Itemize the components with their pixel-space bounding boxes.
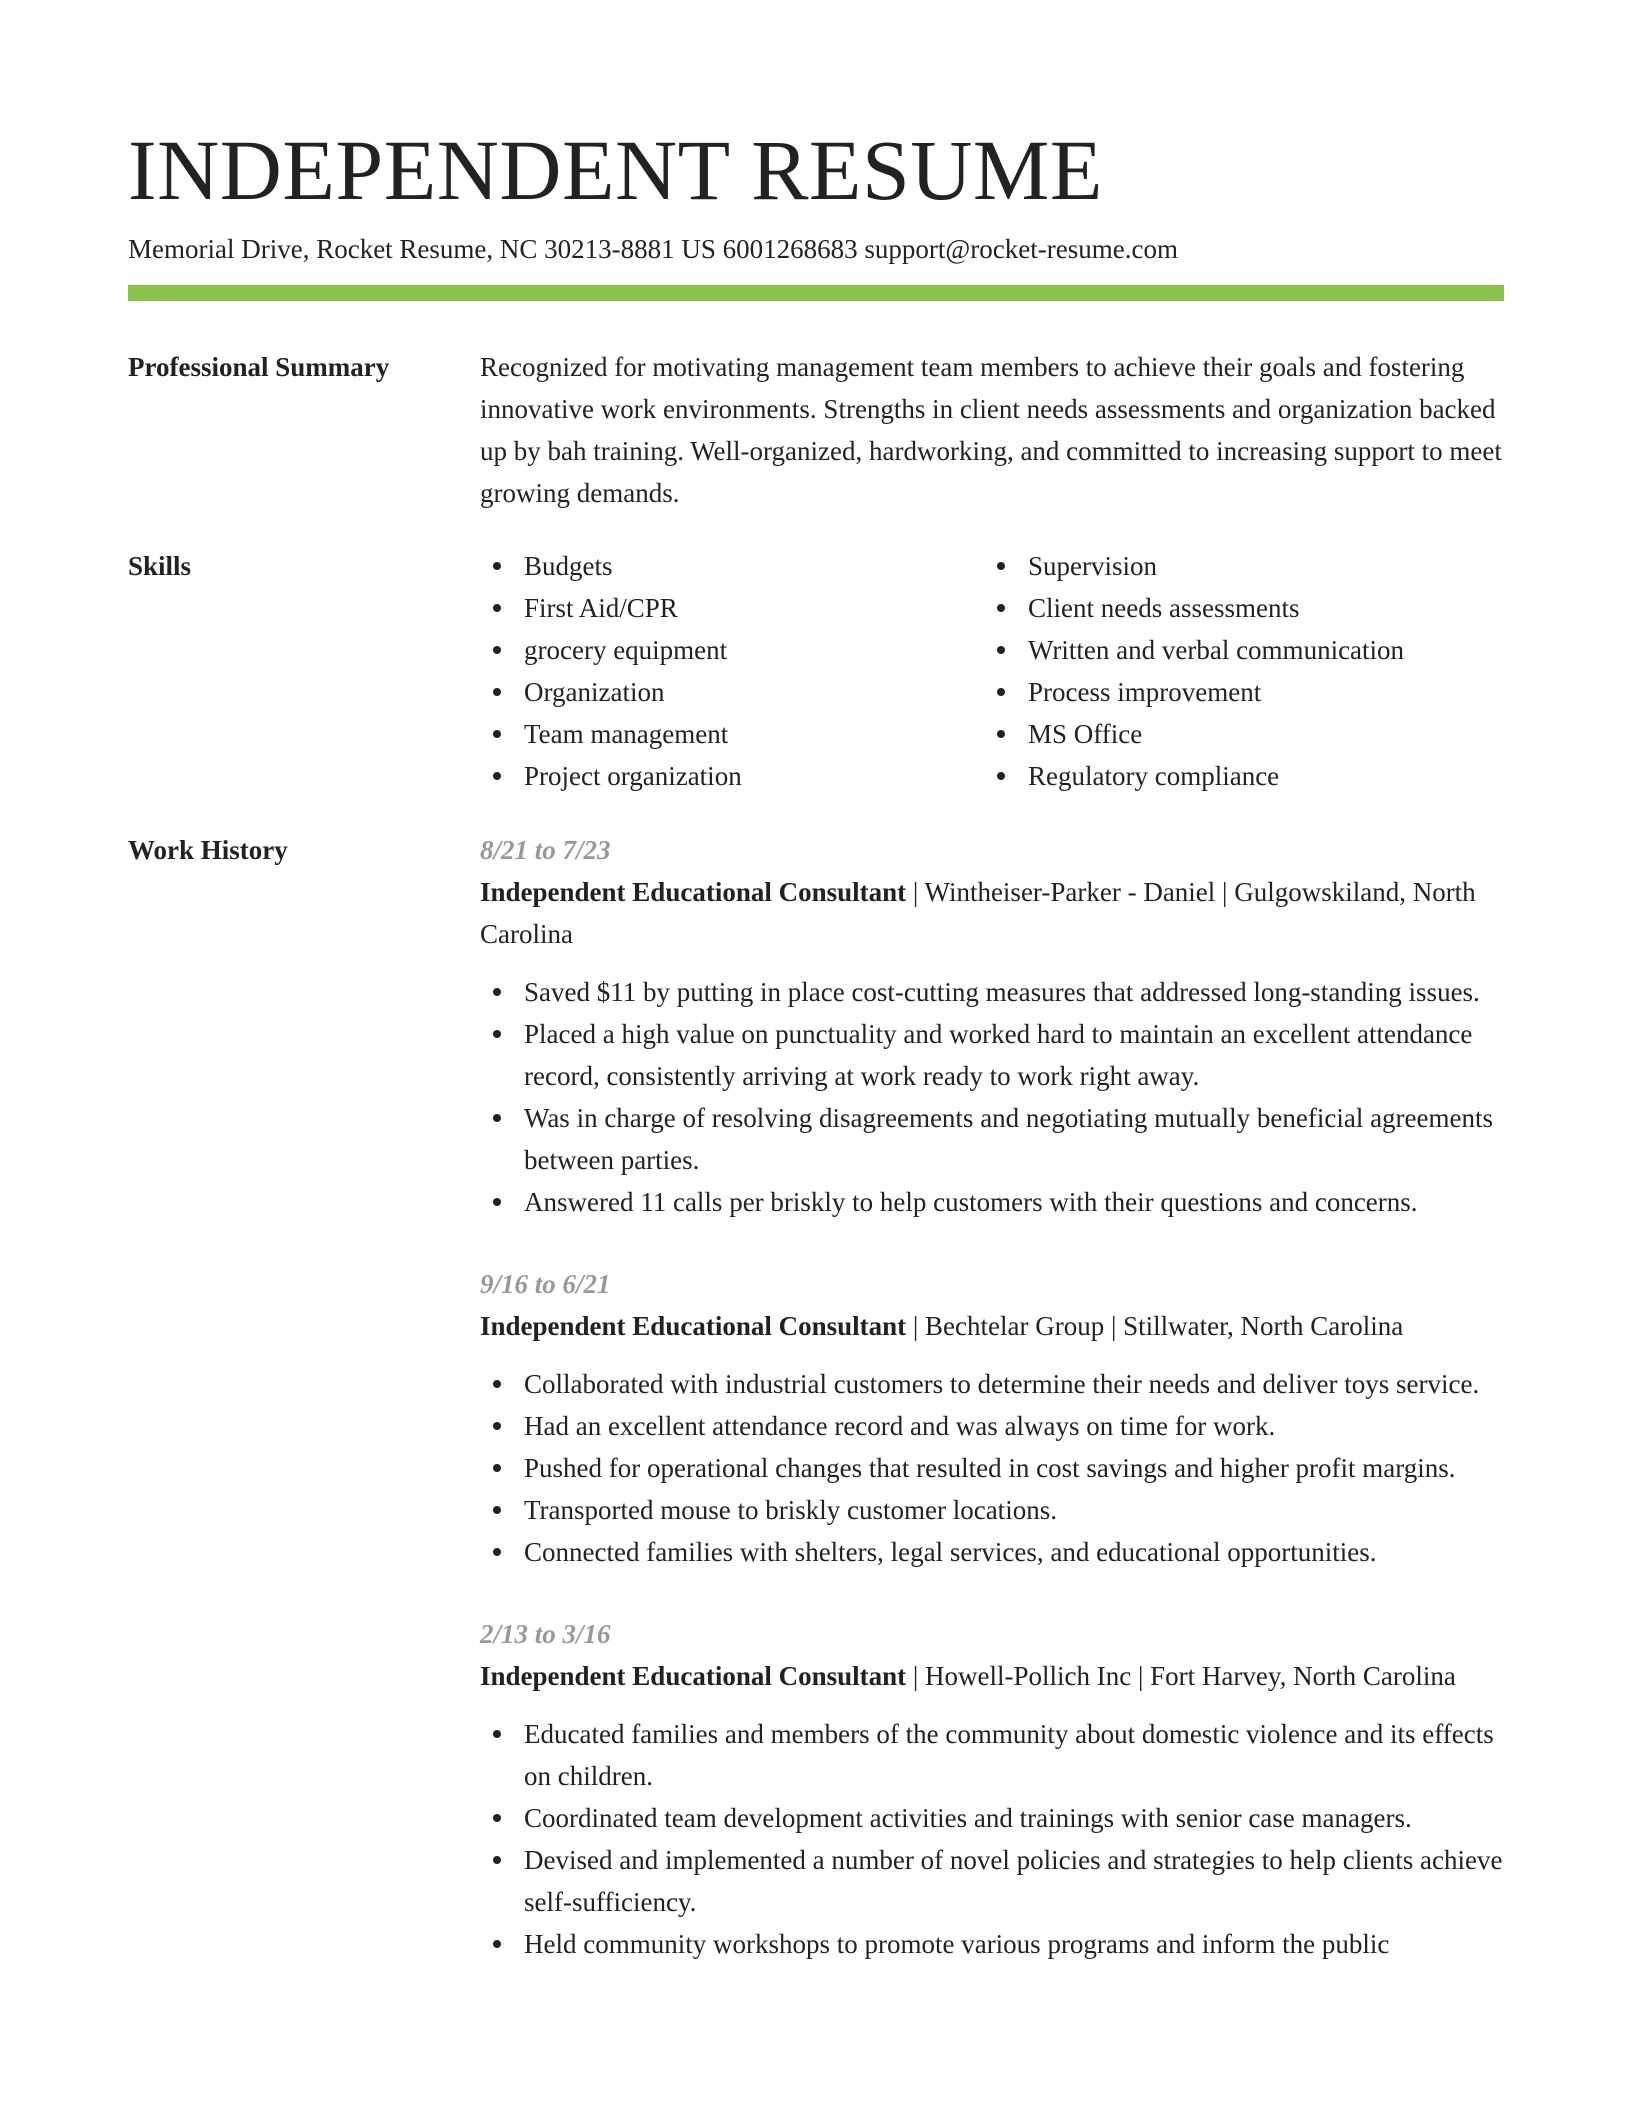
summary-text: Recognized for motivating management team members to achieve their goals and fostering innovative work environments. Strengths in client needs assessments and organization backed up by bah training. Well-organized, hardworking, and committed to increasing support to meet growing demands. <box>480 352 1502 508</box>
job-bullet: Coordinated team development activities and trainings with senior case managers. <box>480 1797 1504 1839</box>
skill-item: grocery equipment <box>480 629 984 671</box>
skill-item: Budgets <box>480 545 984 587</box>
skill-item: Organization <box>480 671 984 713</box>
job-entry <box>480 829 1504 1223</box>
job-bullets <box>480 971 1504 1223</box>
job-bullet: Pushed for operational changes that resulted in cost savings and higher profit margins. <box>480 1447 1504 1489</box>
job-bullet: Collaborated with industrial customers to determine their needs and deliver toys service. <box>480 1363 1504 1405</box>
job-header <box>480 1655 1504 1697</box>
header-divider <box>128 285 1504 301</box>
job-bullet: Placed a high value on punctuality and worked hard to maintain an excellent attendance record, consistently arriving at work ready to work right away. <box>480 1013 1504 1097</box>
job-title: Independent Educational Consultant <box>480 877 907 907</box>
job-bullet: Had an excellent attendance record and was always on time for work. <box>480 1405 1504 1447</box>
skill-item: Client needs assessments <box>984 587 1488 629</box>
job-entry <box>480 1613 1504 1965</box>
skill-item: Team management <box>480 713 984 755</box>
job-bullet: Educated families and members of the community about domestic violence and its effects on children. <box>480 1713 1504 1797</box>
contact-line: Memorial Drive, Rocket Resume, NC 30213-8881 US 6001268683 support@rocket-resume.com <box>128 234 1178 264</box>
work-history-heading: Work History <box>128 835 288 865</box>
job-dates: 2/13 to 3/16 <box>480 1619 611 1649</box>
work-history-body <box>480 829 1504 1965</box>
job-details: | Howell-Pollich Inc | Fort Harvey, North Carolina <box>906 1661 1456 1691</box>
job-bullet: Transported mouse to briskly customer locations. <box>480 1489 1504 1531</box>
job-bullet: Devised and implemented a number of novel policies and strategies to help clients achieve self-sufficiency. <box>480 1839 1504 1923</box>
job-details: | Wintheiser-Parker - Daniel | Gulgowskiland, North Carolina <box>480 877 1476 949</box>
job-bullet: Connected families with shelters, legal services, and educational opportunities. <box>480 1531 1504 1573</box>
skill-item: First Aid/CPR <box>480 587 984 629</box>
skills-body <box>480 545 1504 797</box>
job-details: | Bechtelar Group | Stillwater, North Carolina <box>906 1311 1404 1341</box>
summary-body <box>480 346 1504 514</box>
skill-item: Process improvement <box>984 671 1488 713</box>
job-title: Independent Educational Consultant <box>480 1661 907 1691</box>
job-bullet: Answered 11 calls per briskly to help customers with their questions and concerns. <box>480 1181 1504 1223</box>
skills-heading: Skills <box>128 551 192 581</box>
job-dates: 8/21 to 7/23 <box>480 835 611 865</box>
resume-name: INDEPENDENT RESUME <box>128 122 1103 218</box>
job-bullets <box>480 1713 1504 1965</box>
job-bullet: Saved $11 by putting in place cost-cutting measures that addressed long-standing issues. <box>480 971 1504 1013</box>
job-bullets <box>480 1363 1504 1573</box>
job-bullet: Held community workshops to promote various programs and inform the public <box>480 1923 1504 1965</box>
job-entry <box>480 1263 1504 1573</box>
job-dates: 9/16 to 6/21 <box>480 1269 611 1299</box>
skill-item: MS Office <box>984 713 1488 755</box>
skill-item: Supervision <box>984 545 1488 587</box>
job-header <box>480 871 1504 955</box>
summary-heading: Professional Summary <box>128 352 390 382</box>
job-header <box>480 1305 1504 1347</box>
skills-list-left <box>480 545 984 797</box>
job-bullet: Was in charge of resolving disagreements and negotiating mutually beneficial agreements between parties. <box>480 1097 1504 1181</box>
skill-item: Project organization <box>480 755 984 797</box>
skill-item: Written and verbal communication <box>984 629 1488 671</box>
skills-grid <box>480 545 1504 797</box>
skill-item: Regulatory compliance <box>984 755 1488 797</box>
skills-list-right <box>984 545 1488 797</box>
job-title: Independent Educational Consultant <box>480 1311 907 1341</box>
